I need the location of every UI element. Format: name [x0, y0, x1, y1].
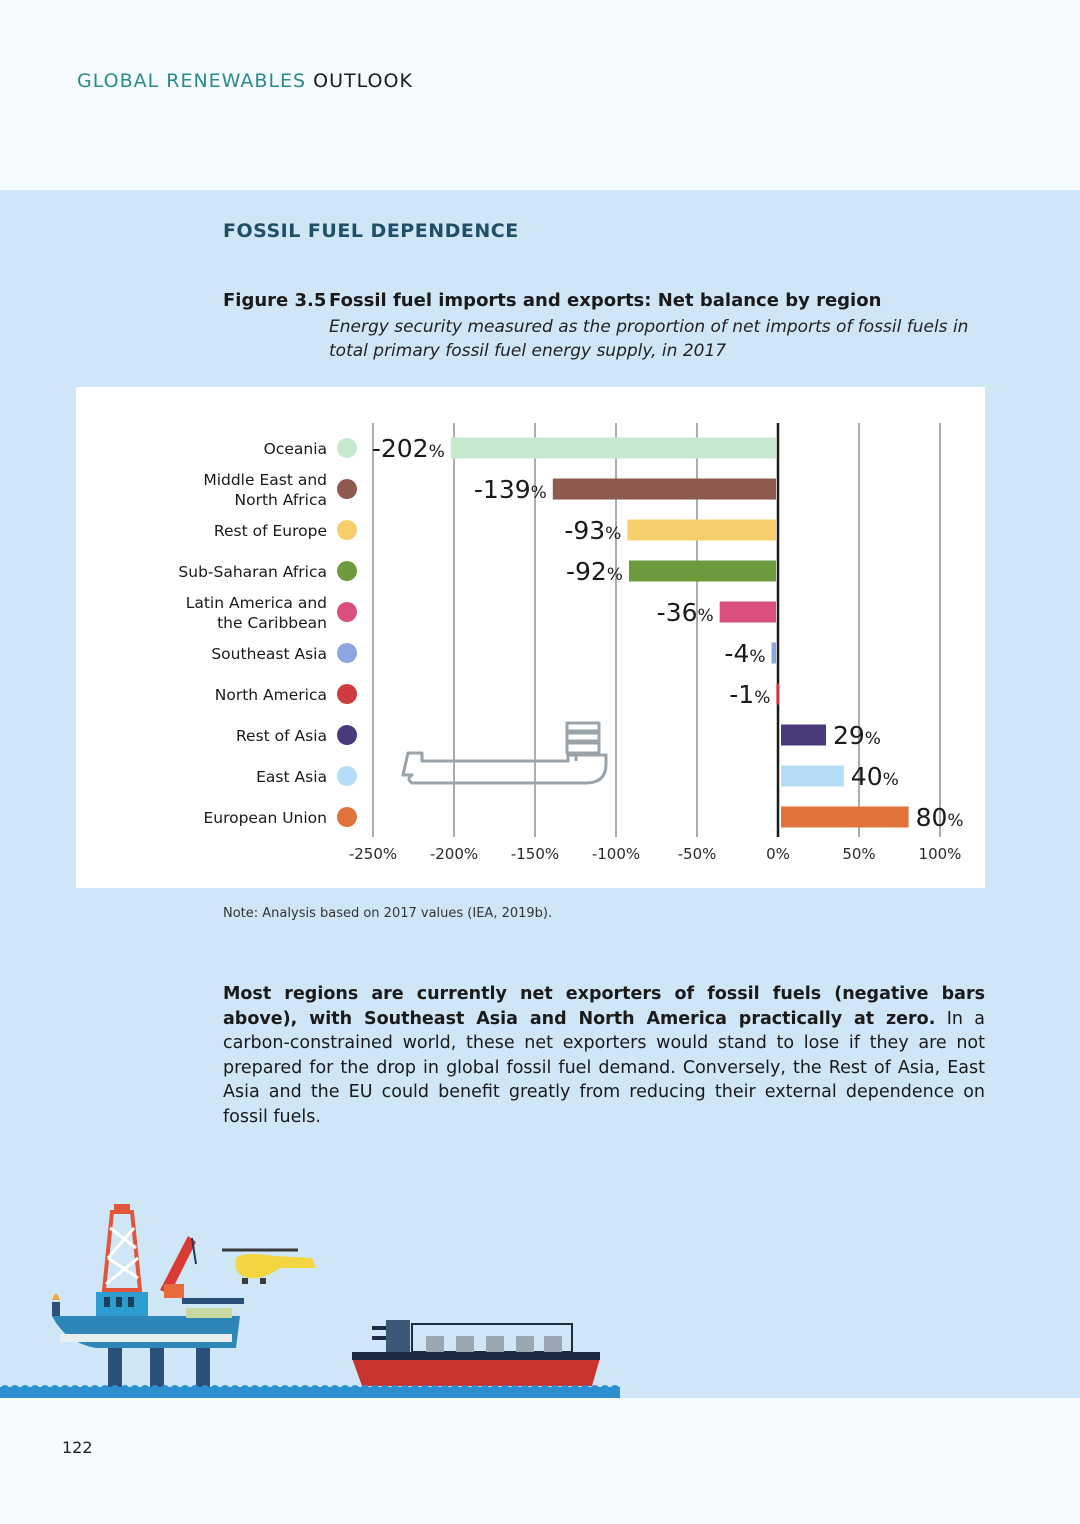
- body-paragraph: [223, 982, 985, 1130]
- category-label: North America: [214, 686, 327, 704]
- x-tick-label: -100%: [591, 845, 641, 863]
- legend-marker: [337, 725, 357, 745]
- bar: [629, 561, 776, 582]
- legend-marker: [337, 807, 357, 827]
- sea-waves: [0, 1385, 620, 1398]
- bar: [772, 643, 776, 664]
- oil-rig-icon: [52, 1204, 244, 1390]
- x-tick-label: 50%: [842, 845, 876, 863]
- legend-marker: [337, 561, 357, 581]
- x-tick-label: -50%: [677, 845, 717, 863]
- legend-marker: [337, 438, 357, 458]
- legend-marker: [337, 479, 357, 499]
- bar: [720, 602, 776, 623]
- ship-icon: [403, 723, 606, 783]
- x-axis-ticks: [349, 845, 962, 863]
- category-label: Middle East and: [203, 471, 327, 489]
- category-label: Southeast Asia: [211, 645, 327, 663]
- data-label: 29%: [832, 721, 881, 750]
- x-tick-label: -250%: [348, 845, 398, 863]
- legend-marker: [337, 520, 357, 540]
- category-label: Latin America and: [185, 594, 327, 612]
- legend-marker: [337, 602, 357, 622]
- figure-title: Fossil fuel imports and exports: Net balance by region: [329, 290, 882, 311]
- cargo-ship-icon: [352, 1320, 600, 1386]
- data-label: -92%: [565, 557, 623, 586]
- bar: [781, 725, 826, 746]
- bar: [451, 438, 776, 459]
- category-labels: [178, 438, 357, 827]
- category-label: the Caribbean: [217, 614, 327, 632]
- bar: [627, 520, 776, 541]
- data-label: -4%: [724, 639, 766, 668]
- body-lead: Most regions are currently net exporters of fossil fuels (negative bars above), with Southeast Asia and North America practically at zero.: [223, 984, 985, 1029]
- category-label: Rest of Asia: [235, 727, 327, 745]
- section-title: FOSSIL FUEL DEPENDENCE: [223, 220, 519, 242]
- running-header: [77, 70, 413, 92]
- legend-marker: [337, 684, 357, 704]
- data-label: -139%: [473, 475, 547, 504]
- header-accent: GLOBAL RENEWABLES: [77, 70, 307, 92]
- category-label: North Africa: [234, 491, 327, 509]
- category-label: Oceania: [263, 440, 327, 458]
- body-rest: In a carbon-constrained world, these net exporters would stand to lose if they are not prepared for the drop in global fossil fuel demand. Conversely, the Rest of Asia, East Asia and the EU could benefit greatly from reducing their external dependence on fossil fuels.: [223, 1008, 985, 1127]
- data-label: 40%: [850, 762, 899, 791]
- figure-note: Note: Analysis based on 2017 values (IEA, 2019b).: [223, 906, 553, 921]
- bar: [781, 766, 844, 787]
- x-tick-label: -200%: [429, 845, 479, 863]
- header-plain: OUTLOOK: [313, 70, 413, 92]
- data-label: -202%: [371, 434, 445, 463]
- page-number: 122: [62, 1438, 93, 1457]
- category-label: Sub-Saharan Africa: [178, 563, 327, 581]
- x-tick-label: -150%: [510, 845, 560, 863]
- legend-marker: [337, 766, 357, 786]
- data-label: -93%: [564, 516, 622, 545]
- chart-container: [76, 387, 985, 888]
- legend-marker: [337, 643, 357, 663]
- data-label: -36%: [656, 598, 714, 627]
- data-label: 80%: [915, 803, 964, 832]
- bar-chart: [76, 387, 985, 888]
- figure-subtitle: Energy security measured as the proportion of net imports of fossil fuels in total primary fossil fuel energy supply, in 2017: [329, 317, 969, 361]
- data-label: -1%: [729, 680, 771, 709]
- x-tick-label: 100%: [918, 845, 962, 863]
- helicopter-icon: [222, 1250, 316, 1284]
- bar: [781, 807, 909, 828]
- category-label: East Asia: [256, 768, 327, 786]
- bar: [553, 479, 776, 500]
- bar: [776, 684, 779, 705]
- offshore-illustration: [0, 1198, 640, 1398]
- category-label: European Union: [203, 809, 327, 827]
- x-tick-label: 0%: [766, 845, 790, 863]
- category-label: Rest of Europe: [213, 522, 327, 540]
- figure-number: Figure 3.5: [223, 290, 327, 311]
